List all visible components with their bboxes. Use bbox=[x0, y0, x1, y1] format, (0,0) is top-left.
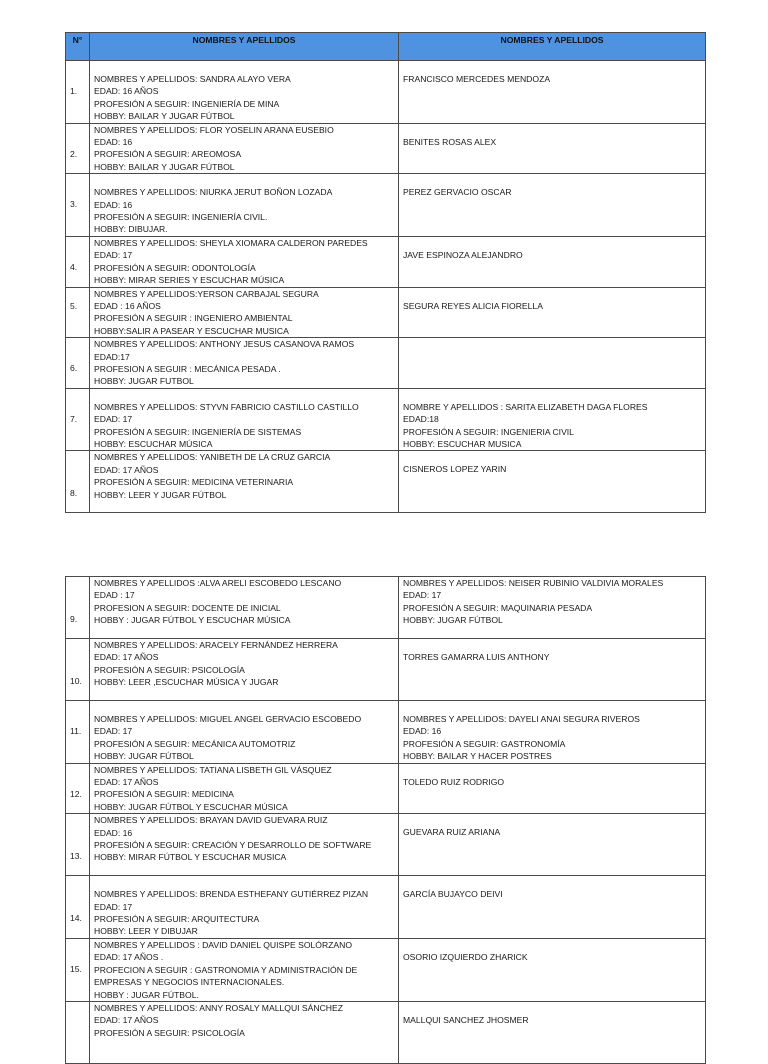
table-row bbox=[66, 876, 706, 939]
student-info-line: NOMBRES Y APELLIDOS: ANNY ROSALY MALLQUI SÁNCHEZ bbox=[94, 1002, 343, 1013]
student-info-line: EDAD : 16 AÑOS bbox=[94, 300, 161, 311]
partner-info-line: GUEVARA RUIZ ARIANA bbox=[403, 827, 501, 838]
student-info-line: HOBBY: MIRAR SERIES Y ESCUCHAR MÚSICA bbox=[94, 275, 285, 286]
partner-info-line: HOBBY: BAILAR Y HACER POSTRES bbox=[403, 751, 552, 762]
row-number-label: 7. bbox=[70, 413, 78, 424]
student-info-line: EDAD:17 bbox=[94, 351, 130, 362]
student-info-line: PROFECION A SEGUIR : GASTRONOMIA Y ADMINISTRACIÓN DE bbox=[94, 964, 358, 975]
student-info-line: HOBBY: ESCUCHAR MÚSICA bbox=[94, 438, 213, 449]
row-number-label: 14. bbox=[70, 913, 82, 924]
partner-info-line: OSORIO IZQUIERDO ZHARICK bbox=[403, 951, 528, 962]
student-info-line: EDAD: 17 AÑOS bbox=[94, 464, 159, 475]
table-row bbox=[66, 123, 706, 174]
partner-info-line: SEGURA REYES ALICIA FIORELLA bbox=[403, 300, 543, 311]
student-info-cell bbox=[90, 287, 399, 338]
row-number-label: 2. bbox=[70, 148, 78, 159]
student-info-line: HOBBY: BAILAR Y JUGAR FÚTBOL bbox=[94, 161, 235, 172]
row-number-label: 12. bbox=[70, 788, 82, 799]
student-info-line: HOBBY: LEER ,ESCUCHAR MÚSICA Y JUGAR bbox=[94, 677, 279, 688]
student-info-line: EDAD : 17 bbox=[94, 590, 135, 601]
student-info-line: EDAD: 16 bbox=[94, 137, 133, 148]
row-number-label: 1. bbox=[70, 86, 78, 96]
table-row bbox=[66, 388, 706, 451]
partner-info-line: EDAD: 16 bbox=[403, 726, 442, 737]
row-number-label: 15. bbox=[70, 963, 82, 974]
partner-info-line: NOMBRES Y APELLIDOS: DAYELI ANAI SEGURA RIVEROS bbox=[403, 714, 640, 724]
student-info-line: NOMBRES Y APELLIDOS : DAVID DANIEL QUISPE SOLÓRZANO bbox=[94, 939, 353, 950]
student-info-line: PROFESIÓN A SEGUIR: AREOMOSA bbox=[94, 149, 242, 160]
student-info-line: HOBBY: DIBUJAR. bbox=[94, 224, 168, 235]
partner-info-line: TOLEDO RUIZ RODRIGO bbox=[403, 776, 505, 787]
table-row bbox=[66, 938, 706, 1001]
partner-info-cell bbox=[399, 338, 706, 389]
student-info-line: EDAD: 16 bbox=[94, 827, 133, 838]
student-info-line: HOBBY: JUGAR FÚTBOL Y ESCUCHAR MÚSICA bbox=[94, 801, 288, 812]
partner-info-line: FRANCISCO MERCEDES MENDOZA bbox=[403, 74, 551, 84]
row-number bbox=[66, 174, 90, 237]
students-table-2 bbox=[65, 576, 706, 1064]
partner-info-cell bbox=[399, 61, 706, 124]
partner-info-cell bbox=[399, 814, 706, 876]
student-info-line: PROFESIÓN A SEGUIR: ARQUITECTURA bbox=[94, 914, 260, 925]
partner-info-line: EDAD: 17 bbox=[403, 590, 442, 601]
table-row bbox=[66, 639, 706, 701]
student-info-line: NOMBRES Y APELLIDOS: TATIANA LISBETH GIL VÁSQUEZ bbox=[94, 764, 332, 775]
partner-info-cell bbox=[399, 451, 706, 513]
partner-info-line: HOBBY: ESCUCHAR MUSICA bbox=[403, 438, 522, 449]
row-number bbox=[66, 123, 90, 174]
row-number bbox=[66, 61, 90, 124]
header-names-a: NOMBRES Y APELLIDOS bbox=[90, 33, 399, 61]
student-info-line: HOBBY : JUGAR FÚTBOL. bbox=[94, 989, 199, 1000]
student-info-cell bbox=[90, 577, 399, 639]
student-info-line: PROFESIÓN A SEGUIR: PSICOLOGÍA bbox=[94, 1027, 245, 1038]
partner-info-line: PROFESIÓN A SEGUIR: GASTRONOMÍA bbox=[403, 738, 566, 749]
row-number-label: 6. bbox=[70, 363, 78, 374]
student-info-line: PROFESIÓN A SEGUIR : INGENIERO AMBIENTAL bbox=[94, 313, 293, 324]
student-info-cell bbox=[90, 451, 399, 513]
row-number bbox=[66, 876, 90, 939]
student-info-line: HOBBY: LEER Y DIBUJAR bbox=[94, 926, 198, 937]
student-info-line: EDAD: 17 bbox=[94, 726, 133, 737]
student-info-line: PROFESIÓN A SEGUIR: PSICOLOGÍA bbox=[94, 664, 245, 675]
student-info-cell bbox=[90, 123, 399, 174]
student-info-line: NOMBRES Y APELLIDOS: NIURKA JERUT BOÑON LOZADA bbox=[94, 187, 333, 198]
student-info-line: EDAD: 16 bbox=[94, 199, 133, 210]
partner-info-cell bbox=[399, 577, 706, 639]
partner-info-cell bbox=[399, 876, 706, 939]
row-number bbox=[66, 451, 90, 513]
row-number bbox=[66, 814, 90, 876]
table-row bbox=[66, 577, 706, 639]
table-row bbox=[66, 814, 706, 876]
student-info-cell bbox=[90, 236, 399, 287]
student-info-line: EDAD: 17 AÑOS bbox=[94, 1015, 159, 1026]
student-info-cell bbox=[90, 938, 399, 1001]
partner-info-cell bbox=[399, 763, 706, 814]
student-info-line: HOBBY:SALIR A PASEAR Y ESCUCHAR MUSICA bbox=[94, 325, 289, 336]
partner-info-cell bbox=[399, 123, 706, 174]
row-number-label: 13. bbox=[70, 851, 82, 862]
student-info-line: NOMBRES Y APELLIDOS: BRENDA ESTHEFANY GUTIÉRREZ PIZAN bbox=[94, 889, 369, 900]
student-info-line: PROFESIÓN A SEGUIR: INGENIERÍA CIVIL. bbox=[94, 212, 268, 223]
student-info-line: PROFESIÓN A SEGUIR: MECÁNICA AUTOMOTRIZ bbox=[94, 738, 296, 749]
row-number bbox=[66, 287, 90, 338]
student-info-cell bbox=[90, 763, 399, 814]
student-info-line: HOBBY: BAILAR Y JUGAR FÚTBOL bbox=[94, 111, 235, 122]
student-info-cell bbox=[90, 876, 399, 939]
header-names-b: NOMBRES Y APELLIDOS bbox=[399, 33, 706, 61]
student-info-line: HOBBY: JUGAR FÚTBOL bbox=[94, 751, 194, 762]
student-info-line: NOMBRES Y APELLIDOS: MIGUEL ANGEL GERVACIO ESCOBEDO bbox=[94, 714, 362, 724]
students-table-1 bbox=[65, 32, 706, 513]
row-number-label: 11. bbox=[70, 726, 82, 736]
student-info-cell bbox=[90, 701, 399, 764]
row-number bbox=[66, 938, 90, 1001]
partner-info-line: GARCÍA BUJAYCO DEIVI bbox=[403, 889, 503, 900]
student-info-cell bbox=[90, 1001, 399, 1063]
partner-info-cell bbox=[399, 174, 706, 237]
row-number bbox=[66, 338, 90, 389]
student-info-line: NOMBRES Y APELLIDOS:YERSON CARBAJAL SEGURA bbox=[94, 288, 319, 299]
partner-info-line: PROFESIÓN A SEGUIR: MAQUINARIA PESADA bbox=[403, 602, 593, 613]
partner-info-line: NOMBRE Y APELLIDOS : SARITA ELIZABETH DAGA FLORES bbox=[403, 401, 648, 412]
table-row bbox=[66, 174, 706, 237]
row-number-label: 8. bbox=[70, 488, 78, 499]
student-info-line: EDAD: 17 AÑOS . bbox=[94, 952, 164, 963]
student-info-line: PROFESIÓN A SEGUIR: MEDICINA bbox=[94, 789, 234, 800]
partner-info-cell bbox=[399, 1001, 706, 1063]
row-number bbox=[66, 701, 90, 764]
student-info-line: NOMBRES Y APELLIDOS: ANTHONY JESUS CASANOVA RAMOS bbox=[94, 339, 355, 350]
student-info-line: PROFESIÓN A SEGUIR: INGENIERÍA DE MINA bbox=[94, 98, 280, 109]
student-info-line: PROFESION A SEGUIR: DOCENTE DE INICIAL bbox=[94, 602, 281, 613]
partner-info-cell bbox=[399, 938, 706, 1001]
row-number-label: 9. bbox=[70, 614, 78, 624]
student-info-line: HOBBY: LEER Y JUGAR FÚTBOL bbox=[94, 489, 227, 500]
student-info-line: HOBBY : JUGAR FÚTBOL Y ESCUCHAR MÚSICA bbox=[94, 615, 291, 626]
partner-info-cell bbox=[399, 639, 706, 701]
header-number: N° bbox=[66, 33, 90, 61]
partner-info-line: PEREZ GERVACIO OSCAR bbox=[403, 187, 512, 198]
table-row bbox=[66, 701, 706, 764]
student-info-line: EDAD: 17 bbox=[94, 414, 133, 425]
row-number bbox=[66, 577, 90, 639]
table-row bbox=[66, 236, 706, 287]
student-info-cell bbox=[90, 174, 399, 237]
partner-info-cell bbox=[399, 287, 706, 338]
student-info-line: NOMBRES Y APELLIDOS: SANDRA ALAYO VERA bbox=[94, 74, 291, 84]
student-info-line: NOMBRES Y APELLIDOS: STYVN FABRICIO CASTILLO CASTILLO bbox=[94, 401, 359, 412]
student-info-cell bbox=[90, 388, 399, 451]
student-info-line: NOMBRES Y APELLIDOS: FLOR YOSELIN ARANA EUSEBIO bbox=[94, 124, 334, 135]
student-info-line: EDAD: 17 bbox=[94, 901, 133, 912]
table-row bbox=[66, 763, 706, 814]
student-info-line: EDAD: 17 AÑOS bbox=[94, 652, 159, 663]
partner-info-cell bbox=[399, 701, 706, 764]
student-info-line: NOMBRES Y APELLIDOS: YANIBETH DE LA CRUZ GARCIA bbox=[94, 452, 331, 463]
row-number bbox=[66, 388, 90, 451]
row-number-label: 3. bbox=[70, 199, 78, 210]
partner-info-cell bbox=[399, 388, 706, 451]
table-row bbox=[66, 451, 706, 513]
row-number-label: 5. bbox=[70, 300, 78, 311]
row-number-label: 4. bbox=[70, 261, 78, 272]
student-info-line: NOMBRES Y APELLIDOS: SHEYLA XIOMARA CALDERON PAREDES bbox=[94, 237, 368, 248]
table-row bbox=[66, 338, 706, 389]
student-info-line: NOMBRES Y APELLIDOS: BRAYAN DAVID GUEVARA RUIZ bbox=[94, 815, 328, 826]
student-info-line: NOMBRES Y APELLIDOS :ALVA ARELI ESCOBEDO LESCANO bbox=[94, 578, 342, 588]
partner-info-line: BENITES ROSAS ALEX bbox=[403, 136, 497, 147]
student-info-line: PROFESIÓN A SEGUIR: MEDICINA VETERINARIA bbox=[94, 477, 294, 488]
student-info-line: PROFESION A SEGUIR : MECÁNICA PESADA . bbox=[94, 363, 281, 374]
row-number bbox=[66, 1001, 90, 1063]
student-info-line: HOBBY: JUGAR FUTBOL bbox=[94, 376, 194, 387]
partner-info-cell bbox=[399, 236, 706, 287]
student-info-line: PROFESIÓN A SEGUIR: INGENIERÍA DE SISTEMAS bbox=[94, 426, 302, 437]
partner-info-line: JAVE ESPINOZA ALEJANDRO bbox=[403, 249, 523, 260]
table-row bbox=[66, 287, 706, 338]
student-info-line: PROFESIÓN A SEGUIR: ODONTOLOGÍA bbox=[94, 262, 256, 273]
partner-info-line: NOMBRES Y APELLIDOS: NEISER RUBINIO VALDIVIA MORALES bbox=[403, 578, 664, 588]
partner-info-line: HOBBY: JUGAR FÚTBOL bbox=[403, 615, 503, 626]
partner-info-line: TORRES GAMARRA LUIS ANTHONY bbox=[403, 652, 550, 662]
student-info-line: EMPRESAS Y NEGOCIOS INTERNACIONALES. bbox=[94, 977, 285, 988]
partner-info-line: EDAD:18 bbox=[403, 414, 439, 425]
student-info-cell bbox=[90, 61, 399, 124]
student-info-line: EDAD: 17 bbox=[94, 250, 133, 261]
student-info-cell bbox=[90, 338, 399, 389]
student-info-cell bbox=[90, 814, 399, 876]
row-number-label: 10. bbox=[70, 676, 82, 686]
student-info-line: EDAD: 16 AÑOS bbox=[94, 86, 159, 97]
row-number bbox=[66, 236, 90, 287]
partner-info-line: CISNEROS LOPEZ YARIN bbox=[403, 464, 507, 475]
table-row bbox=[66, 1001, 706, 1063]
student-info-line: PROFESIÓN A SEGUIR: CREACIÓN Y DESARROLLO DE SOFTWARE bbox=[94, 840, 372, 851]
student-info-line: EDAD: 17 AÑOS bbox=[94, 777, 159, 788]
row-number bbox=[66, 639, 90, 701]
partner-info-line: PROFESIÓN A SEGUIR: INGENIERIA CIVIL bbox=[403, 426, 574, 437]
student-info-line: HOBBY: MIRAR FÚTBOL Y ESCUCHAR MUSICA bbox=[94, 852, 287, 863]
table-header-row bbox=[66, 33, 706, 61]
student-info-line: NOMBRES Y APELLIDOS: ARACELY FERNÁNDEZ HERRERA bbox=[94, 640, 338, 650]
row-number bbox=[66, 763, 90, 814]
partner-info-line: MALLQUI SANCHEZ JHOSMER bbox=[403, 1014, 529, 1025]
student-info-cell bbox=[90, 639, 399, 701]
table-row bbox=[66, 61, 706, 124]
